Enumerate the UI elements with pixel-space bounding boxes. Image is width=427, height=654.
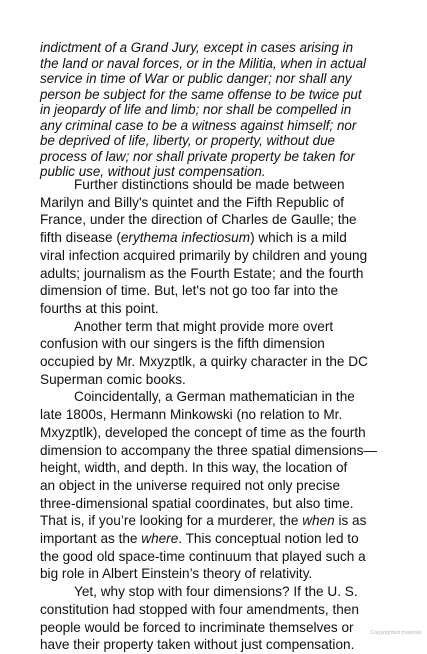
text-line: Another term that might provide more overt [74,318,334,334]
text-line: people would be forced to incriminate themselves or [40,619,354,635]
paragraph-fifth-dimension [40,318,400,389]
quote-line: process of law; nor shall private property be taken for [40,148,355,164]
quote-line: public use, without just compensation. [40,164,266,179]
italic-term: when [302,513,335,529]
text-line: confusion with our singers is the fifth dimension [40,336,325,352]
text-line: the good old space-time continuum that played such a [40,548,366,564]
quote-line: the land or naval forces, or in the Militia, when in actual [40,55,367,71]
text-line: constitution had stopped with four amendments, then [40,601,359,617]
body-text [40,176,400,654]
text-line [40,512,400,530]
text-fragment: is as [334,513,367,529]
text-line: adults; journalism as the Fourth Estate; and the fourth [40,265,364,281]
text-line: Superman comic books. [40,371,186,387]
text-line: big role in Albert Einstein’s theory of relativity. [40,566,313,582]
text-line: Mxyzptlk), developed the concept of time as the fourth [40,424,366,440]
text-line: late 1800s, Hermann Minkowski (no relation to Mr. [40,407,343,423]
text-line: Coincidentally, a German mathematician in the [74,389,355,405]
text-line: dimension to accompany the three spatial dimensions— [40,442,378,458]
text-line: dimension of time. But, let's not go too far into the [40,283,339,299]
text-line: three-dimensional spatial coordinates, but also time. [40,495,354,511]
text-line: height, width, and depth. In this way, the location of [40,460,348,476]
quote-line: person be subject for the same offense to be twice put [40,86,362,102]
text-line: have their property taken without just compensation. [40,637,355,653]
text-line: Further distinctions should be made between [74,177,345,192]
text-line: Marilyn and Billy's quintet and the Fifth Republic of [40,194,345,210]
text-line: France, under the direction of Charles de Gaulle; the [40,212,357,228]
quote-line: any criminal case to be a witness against himself; nor [40,117,357,133]
text-line [40,229,400,247]
paragraph-distinctions [40,176,400,318]
text-line: fourths at this point. [40,300,159,316]
quote-line: service in time of War or public danger; nor shall any [40,71,352,86]
text-fragment: ) which is a mild [250,230,347,246]
text-fragment: That is, if you’re looking for a murderer, the [40,513,303,529]
italic-term: erythema infectiosum [120,230,251,246]
text-fragment: fifth disease ( [40,230,121,246]
paragraph-minkowski [40,388,400,583]
text-line [40,530,400,548]
constitution-quote [40,40,390,180]
text-line: occupied by Mr. Mxyzptlk, a quirky character in the DC [40,354,368,370]
quote-line: be deprived of life, liberty, or property, without due [40,133,335,148]
text-fragment: important as the [40,531,142,547]
text-line: an object in the universe required not only precise [40,477,340,493]
text-line: Yet, why stop with four dimensions? If the U. S. [74,584,358,600]
paragraph-four-dimensions [40,583,400,654]
text-fragment: . This conceptual notion led to [178,531,359,547]
quote-line: indictment of a Grand Jury, except in cases arising in [40,40,354,55]
text-line: viral infection acquired primarily by children and young [40,247,368,263]
quote-line: in jeopardy of life and limb; nor shall be compelled in [40,102,352,117]
italic-term: where [141,531,179,547]
copyright-watermark: Copyrighted material [370,630,421,636]
